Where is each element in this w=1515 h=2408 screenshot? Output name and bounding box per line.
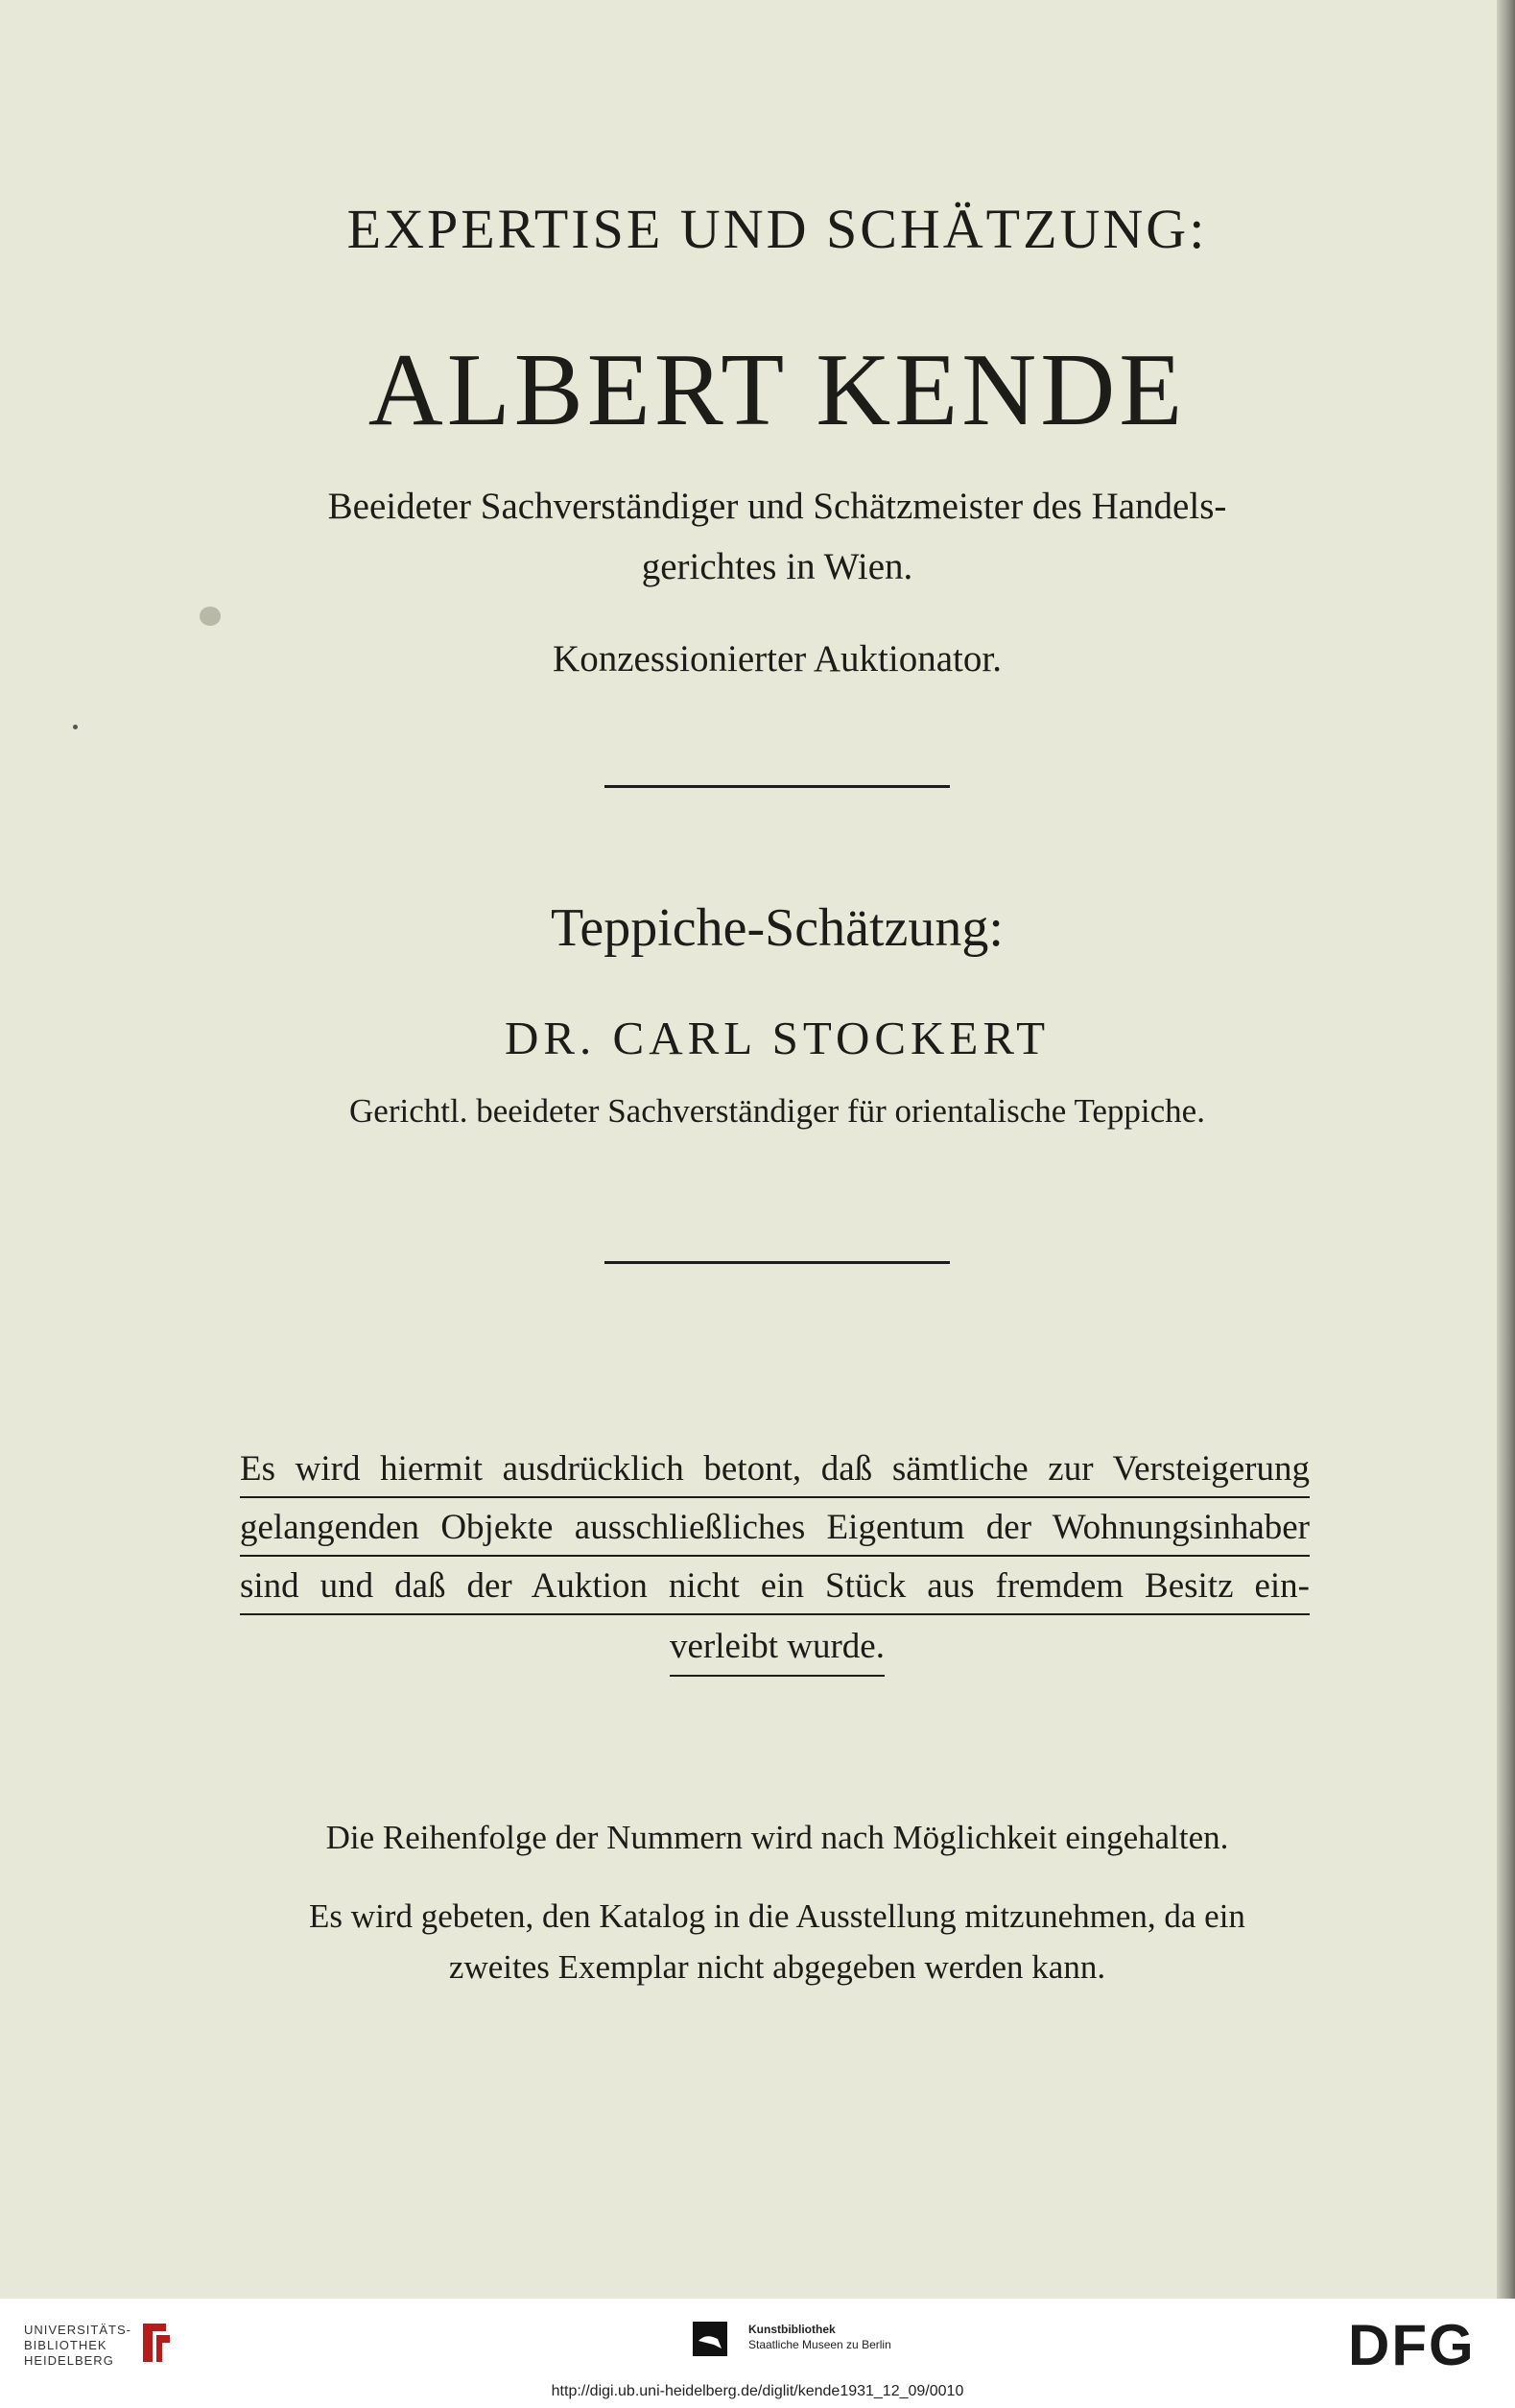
albert-kende-name: ALBERT KENDE xyxy=(367,333,1187,447)
order-note: Die Reihenfolge der Nummern wird nach Möglichkeit eingehalten. xyxy=(325,1819,1229,1856)
uni-logo-line-2: BIBLIOTHEK xyxy=(24,2338,107,2352)
kunstbibliothek-text xyxy=(748,2322,891,2352)
catalog-note-1: Es wird gebeten, den Katalog in die Ausstellung mitzunehmen, da ein xyxy=(309,1897,1245,1935)
kunstbibliothek-line-2: Staatliche Museen zu Berlin xyxy=(748,2338,891,2351)
notice-line-4: verleibt wurde. xyxy=(670,1618,885,1677)
ink-speck xyxy=(73,725,78,729)
kunstbibliothek-line-1: Kunstbibliothek xyxy=(748,2323,836,2336)
stockert-name: DR. CARL STOCKERT xyxy=(504,1012,1051,1064)
page-edge xyxy=(1497,0,1515,2299)
ownership-notice xyxy=(240,1440,1310,1615)
source-url[interactable]: http://digi.ub.uni-heidelberg.de/diglit/kende1931_12_09/0010 xyxy=(551,2383,964,2399)
kende-description-2: gerichtes in Wien. xyxy=(641,546,913,587)
notice-last-line-wrap xyxy=(0,1618,1497,1677)
notice-line-3: sind und daß der Auktion nicht ein Stück aus fremdem Besitz ein- xyxy=(240,1557,1310,1615)
teppich-title: Teppiche-Schätzung: xyxy=(551,898,1004,958)
notice-line-2: gelangenden Objekte ausschließliches Eigentum der Wohnungsinhaber xyxy=(240,1498,1310,1557)
kende-description-1: Beeideter Sachverständiger und Schätzmeister des Handels- xyxy=(327,486,1227,527)
ink-speck xyxy=(200,607,221,626)
divider-1 xyxy=(604,785,950,788)
uni-heidelberg-logo xyxy=(24,2323,131,2369)
footer-bar xyxy=(0,2299,1515,2408)
notice-line-1: Es wird hiermit ausdrücklich betont, daß sämtliche zur Versteigerung xyxy=(240,1440,1310,1498)
expertise-heading: EXPERTISE UND SCHÄTZUNG: xyxy=(346,198,1208,260)
kende-description-3: Konzessionierter Auktionator. xyxy=(553,638,1002,679)
catalog-note-2: zweites Exemplar nicht abgegeben werden kann. xyxy=(448,1948,1106,1986)
stockert-description: Gerichtl. beeideter Sachverständiger für orientalische Teppiche. xyxy=(349,1092,1205,1130)
dfg-logo: DFG xyxy=(1348,2313,1476,2377)
uni-heidelberg-mark-icon xyxy=(139,2320,174,2366)
divider-2 xyxy=(604,1261,950,1264)
uni-logo-line-3: HEIDELBERG xyxy=(24,2353,114,2368)
uni-logo-line-1: UNIVERSITÄTS- xyxy=(24,2323,131,2337)
kunstbibliothek-mark-icon xyxy=(693,2322,727,2356)
